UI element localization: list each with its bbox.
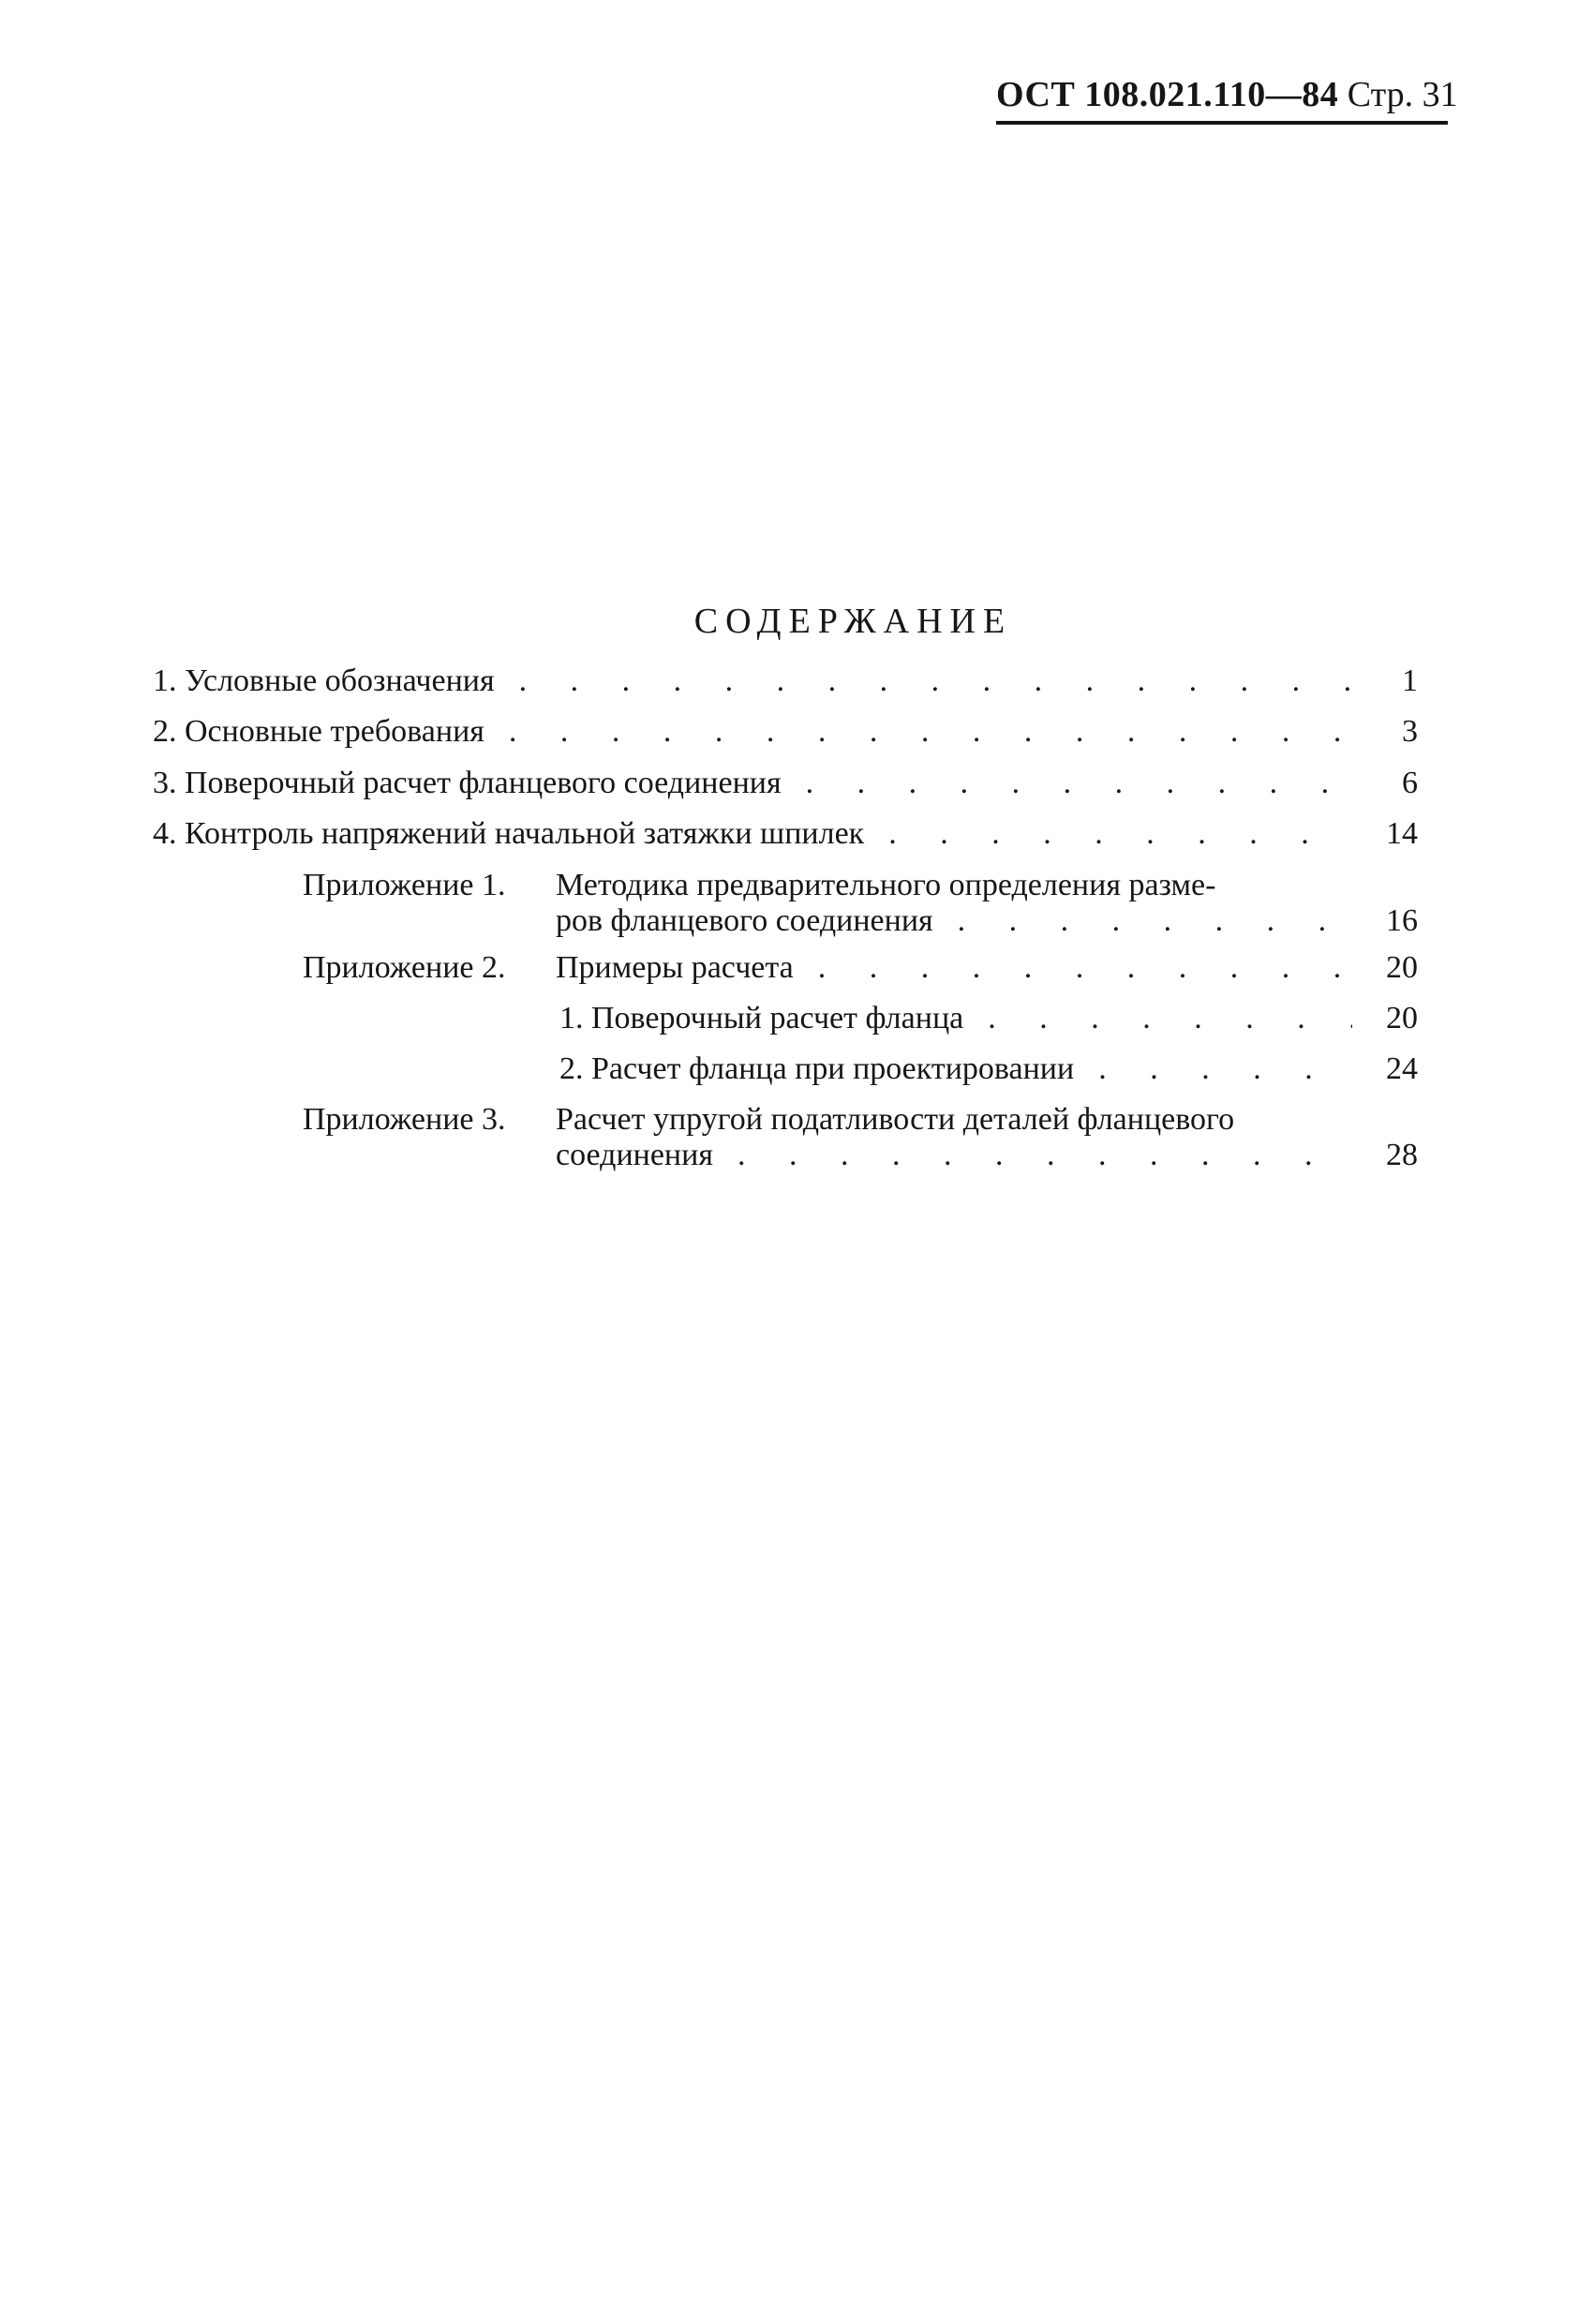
toc-appendix-2-item-1[interactable] xyxy=(559,1001,1418,1036)
toc-appendix-3[interactable] xyxy=(556,1102,1418,1173)
toc-entry-4[interactable] xyxy=(153,816,1418,852)
toc-entry-page: 16 xyxy=(1386,903,1418,938)
appendix-3-label: Приложение 3. xyxy=(303,1102,506,1137)
toc-entry-text: 4. Контроль напряжений начальной затяжки шпилек xyxy=(153,816,865,851)
dot-leader xyxy=(713,1138,1352,1173)
appendix-1-title-line2: ров фланцевого соединения xyxy=(556,903,933,938)
toc-entry-page: 24 xyxy=(1386,1051,1418,1086)
header-rule xyxy=(996,121,1448,125)
dot-leader xyxy=(963,1001,1352,1036)
toc-entry-1[interactable] xyxy=(153,663,1418,699)
toc-entry-text: 3. Поверочный расчет фланцевого соединения xyxy=(153,766,782,800)
toc-entry-page: 6 xyxy=(1402,766,1418,800)
page-number: Стр. 31 xyxy=(1347,75,1458,114)
toc-entry-2[interactable] xyxy=(153,714,1418,750)
dot-leader xyxy=(1074,1051,1352,1087)
appendix-2-label: Приложение 2. xyxy=(303,950,506,985)
toc-entry-text: 2. Расчет фланца при проектировании xyxy=(559,1051,1075,1086)
appendix-1-title-line1: Методика предварительного определения разме- xyxy=(556,868,1216,902)
toc-appendix-2[interactable] xyxy=(556,950,1418,986)
dot-leader xyxy=(782,766,1352,801)
toc-entry-page: 1 xyxy=(1402,663,1418,698)
toc-entry-text: 1. Поверочный расчет фланца xyxy=(559,1001,964,1035)
toc-entry-text: 2. Основные требования xyxy=(153,714,484,749)
toc-appendix-1[interactable] xyxy=(556,868,1418,939)
toc-entry-page: 3 xyxy=(1402,714,1418,749)
dot-leader xyxy=(484,714,1352,750)
toc-entry-page: 14 xyxy=(1386,816,1418,851)
dot-leader xyxy=(933,903,1352,939)
document-code: ОСТ 108.021.110—84 xyxy=(996,75,1339,114)
appendix-1-label: Приложение 1. xyxy=(303,868,506,902)
appendix-3-title-line1: Расчет упругой податливости деталей фланцевого xyxy=(556,1102,1235,1137)
appendix-3-title-line2: соединения xyxy=(556,1138,713,1172)
dot-leader xyxy=(794,950,1352,986)
toc-entry-text: 1. Условные обозначения xyxy=(153,663,495,698)
dot-leader xyxy=(495,663,1352,699)
toc-title: СОДЕРЖАНИЕ xyxy=(693,602,1013,641)
toc-entry-page: 20 xyxy=(1386,950,1418,985)
appendix-2-title: Примеры расчета xyxy=(556,950,794,985)
page-header xyxy=(996,73,1458,116)
toc-entry-3[interactable] xyxy=(153,766,1418,801)
toc-appendix-2-item-2[interactable] xyxy=(559,1051,1418,1087)
toc-entry-page: 28 xyxy=(1386,1138,1418,1172)
dot-leader xyxy=(864,816,1352,852)
toc-entry-page: 20 xyxy=(1386,1001,1418,1035)
